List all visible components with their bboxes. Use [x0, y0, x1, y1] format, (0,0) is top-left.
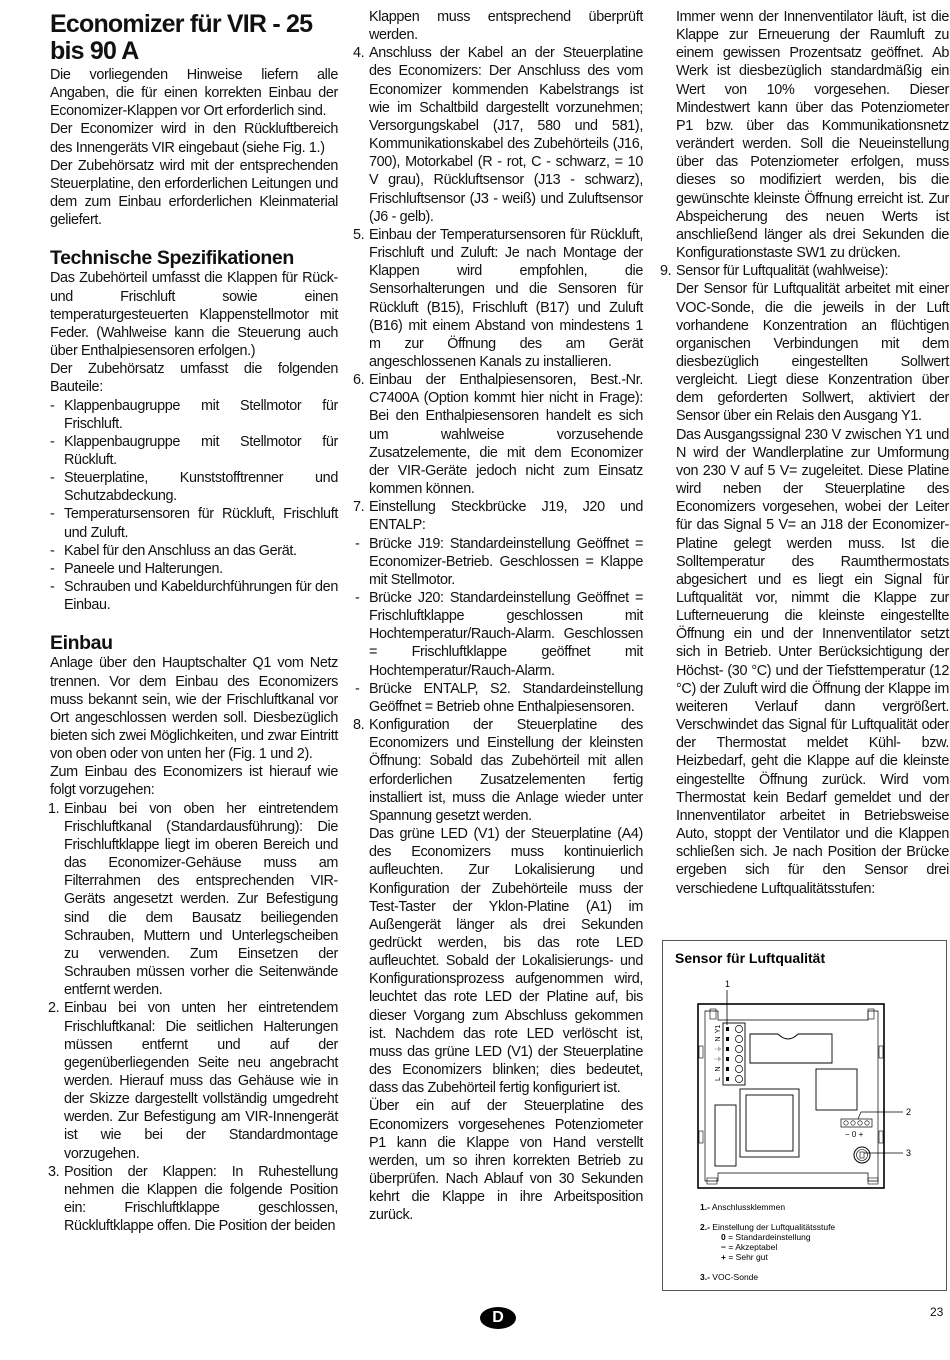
jumper-block [841, 1119, 872, 1127]
sensor-diagram [663, 941, 948, 1292]
jumper-labels: − 0 + [845, 1130, 864, 1139]
terminal-screw-icon [735, 1075, 742, 1082]
numbered-item: 6. Einbau der Enthalpiesensoren, Best.-Nr. C7400A (Option kommt hier nicht in Frage): Bei den Enthalpiesensoren handelt es sich um wahlweise vorzusehende Zusatzelemente, die mit dem Economizer der VIR-Geräte jedoch nicht zum Einsatz kommen können. [353, 372, 643, 498]
terminal-pin [726, 1037, 729, 1041]
list-item: - Brücke J20: Standardeinstellung Geöffnet = Frischluftklappe geschlossen mit Hochtemperatur/Rauch-Alarm. Geschlossen = Frischluftklappe geöffnet mit Hochtemperatur/Rauch-Alarm. [355, 590, 643, 679]
section-heading: Technische Spezifikationen [50, 247, 294, 270]
paragraph: Zum Einbau des Economizers ist hierauf wie folgt vorzugehen: [50, 764, 338, 799]
paragraph: Klappen muss entsprechend überprüft werden. [369, 9, 643, 44]
numbered-item: 5. Einbau der Temperatursensoren für Rückluft, Frischluft und Zuluft: Je nach Montage der Klappen wird empfohlen, die Sensorhalterungen und die Sensoren für Rückluft (B15), Frischluft (B17) und Zuluft (B16) mit einem Abstand von mindestens 1 m zur Öffnung des am Gerät angeschlossenen Kanals zu installieren. [353, 226, 643, 370]
terminal-pin [726, 1067, 729, 1071]
numbered-item: 9. Sensor für Luftqualität (wahlweise): [660, 263, 889, 280]
legend-2: Einstellung der Luftqualitätsstufe [712, 1222, 836, 1232]
terminal-block [723, 1023, 745, 1085]
paragraph: Anlage über den Hauptschalter Q1 vom Netz trennen. Vor dem Einbau des Economizers muss bekannt sein, wie der Frischluftkanal vor Ort angeschlossen werden soll. Diesbezüglich bieten sich zwei Möglichkeiten, und zwar Eintritt von oben oder von unten her (Fig. 1 und 2). [50, 655, 338, 763]
terminal-pin [726, 1057, 729, 1061]
list-item: - Brücke ENTALP, S2. Standardeinstellung Geöffnet = Betrieb ohne Enthalpiesensoren. [355, 680, 643, 715]
terminal-pin [726, 1027, 729, 1031]
callout-2: 2 [906, 1107, 912, 1117]
svg-text:− = Akzeptabel: − = Akzeptabel [721, 1242, 778, 1252]
list-item: - Temperatursensoren für Rückluft, Frischluft und Zuluft. [50, 506, 338, 541]
svg-text:1.- Anschlussklemmen: 1.- Anschlussklemmen [700, 1202, 786, 1212]
column-3 [662, 8, 949, 898]
numbered-item: 3. Position der Klappen: In Ruhestellung nehmen die Klappen die folgende Position ein: Frischluftklappe geschlossen, Rückluftklappe offen. Die Position der beiden [48, 1163, 338, 1235]
page-number: 23 [930, 1305, 944, 1319]
numbered-item: 4. Anschluss der Kabel an der Steuerplatine des Economizers: Der Anschluss des vom Economizer kommenden Kabelstrangs ist wie im Schaltbild dargestellt vorzunehmen; Versorgungskabel (J17, 580 und 581), Kommunikationskabel des Zubehörteils (J16, 700), Motorkabel (R - rot, C - schwarz, = 10 V grau), Rückluftsensor (J13 - schwarz), Frischluftsensor (J3 - weiß) und Zuluftsensor (J6 - gelb). [353, 45, 643, 225]
terminal-label: ⏚ [715, 1055, 722, 1063]
terminal-screw-icon [735, 1065, 742, 1072]
list-item: - Steuerplatine, Kunststofftrenner und Schutzabdeckung. [50, 470, 338, 505]
numbered-item: 1. Einbau bei von oben her eintretendem Frischluftkanal (Standardausführung): Die Frischluftklappe liegt im oberen Bereich und das Economizer-Gehäuse muss am Filterrahmen des entsprechenden VIR-Geräts angesetzt werden. Zur Befestigung sind die dem Bausatz beiliegenden Schrauben, Muttern und Unterlegscheiben zu verwenden. Zum Einsetzen der Schrauben müssen vorher die Seitenwände entfernt werden. [48, 800, 338, 999]
terminal-label: N [715, 1036, 722, 1042]
svg-text:3.- VOC-Sonde: 3.- VOC-Sonde [700, 1272, 759, 1282]
callout-1: 1 [725, 979, 731, 989]
paragraph: Die vorliegenden Hinweise liefern alle Angaben, die für einen korrekten Einbau der Economizer-Klappen vor Ort erforderlich sind. [50, 67, 338, 120]
list-item: - Schrauben und Kabeldurchführungen für den Einbau. [50, 579, 338, 614]
legend-3: VOC-Sonde [712, 1272, 759, 1282]
legend-1: Anschlussklemmen [711, 1202, 786, 1212]
list-item: - Kabel für den Anschluss an das Gerät. [50, 542, 297, 559]
list-item: - Brücke J19: Standardeinstellung Geöffnet = Economizer-Betrieb. Geschlossen = Klappe mit Stellmotor. [355, 535, 643, 588]
numbered-item: 7. Einstellung Steckbrücke J19, J20 und ENTALP: [353, 499, 643, 534]
terminal-pin [726, 1047, 729, 1051]
terminal-screw-icon [735, 1035, 742, 1042]
terminal-pin [726, 1077, 729, 1081]
column-1 [50, 8, 338, 1235]
terminal-label: N [715, 1066, 722, 1072]
paragraph: Das Ausgangssignal 230 V zwischen Y1 und N wird der Wandlerplatine zur Umformung von 230 V auf 5 V= zugeleitet. Diese Platine wird neben der Steuerplatine des Economizers vorgesehen, wobei der Leiter für das Signal 5 V= an J18 der Economizer-Platine gelegt werden muss. Ist die Solltemperatur des Raumthermostats abgesichert und es liegt ein Signal für Luftqualität vor, nimmt die Klappe zur Lufterneuerung die kleinste eingestellte Öffnung ein und der Innenventilator setzt sich in Betrieb. Unter Berücksichtigung der Höchst- (30 °C) und der Tiefsttemperatur (12 °C) der Zuluft wird die Öffnung der Klappe im weiteren Verlauf dann vergrößert. Verschwindet das Signal für Luftqualität oder der Thermostat meldet Kühl- bzw. Heizbedarf, geht die Klappe auf die kleinste eingestellte Öffnung zurück. Wird vom Thermostat kein Bedarf gemeldet und der Innenventilator arbeitet in Betriebsweise Auto, stoppt der Ventilator und die Klappen schließen sich. Je nach Position der Brücke ergeben sich für den Sensor drei verschiedene Luftqualitätsstufen: [676, 426, 949, 897]
svg-text:0 = Standardeinstellung: 0 = Standardeinstellung [721, 1232, 811, 1242]
callout-3: 3 [906, 1148, 912, 1158]
terminal-screw-icon [735, 1025, 742, 1032]
sensor-figure [662, 940, 947, 1291]
numbered-item: 2. Einbau bei von unten her eintretendem Frischluftkanal: Die seitlichen Halterungen müssen entfernt und auf der gegenüberliegenden Seite neu angebracht werden. Hierauf muss das Gehäuse wie in der Skizze dargestellt vollständig umgedreht werden. Zur Befestigung am VIR-Innengerät ist wie bei der Standardmontage vorzugehen. [48, 1000, 338, 1162]
list-item: - Paneele und Halterungen. [50, 560, 223, 577]
paragraph: Der Sensor für Luftqualität arbeitet mit einer VOC-Sonde, die die jeweils in der Luft vorhandene Konzentration an flüchtigen organischen Verbindungen mit dem diesbezüglich eingestellten Sollwert vergleicht. Liegt diese Konzentration über dem geforderten Sollwert, aktiviert der Sensor über ein Relais den Ausgang Y1. [676, 281, 949, 425]
svg-text:2.- Einstellung der Luftqualit: 2.- Einstellung der Luftqualitätsstufe [700, 1222, 836, 1232]
paragraph: Der Zubehörsatz umfasst die folgenden Bauteile: [50, 361, 338, 396]
language-badge: D [480, 1307, 516, 1329]
list-item: - Klappenbaugruppe mit Stellmotor für Rückluft. [50, 433, 338, 468]
paragraph: Das grüne LED (V1) der Steuerplatine (A4) des Economizers muss kontinuierlich aufleuchten. Zur Lokalisierung und Konfiguration der Zubehörteile muss der Test-Taster der Yklon-Platine (A1) im Außengerät länger als drei Sekunden gedrückt werden, bis das rote LED aufleuchtet. Sobald der Lokalisierungs- und Konfigurationsprozess aufgenommen wird, leuchtet das rote LED der Platine auf, bis dieser Vorgang zum Abschluss gekommen ist. Nachdem das rote LED verlöscht ist, muss das grüne LED (V1) der Steuerplatine des Economizers blinken; dies bedeutet, dass das Zubehörteil fertig konfiguriert ist. [369, 826, 643, 1097]
list-item: - Klappenbaugruppe mit Stellmotor für Frischluft. [50, 397, 338, 432]
page-title: Economizer für VIR - 25 bis 90 A [50, 10, 313, 65]
paragraph: Das Zubehörteil umfasst die Klappen für Rück- und Frischluft sowie einen temperaturgesteuerten Klappenstellmotor mit Feder. (Wahlweise kann die Steuerung auch über Enthalpiesensoren erfolgen.) [50, 270, 338, 360]
terminal-screw-icon [735, 1055, 742, 1062]
paragraph: Über ein auf der Steuerplatine des Economizers vorgesehenes Potenziometer P1 kann die Klappe von Hand verstellt werden, um so ihren korrekten Betrieb zu überprüfen. Nach Ablauf von 30 Sekunden kehrt die Klappe in ihre Arbeitsposition zurück. [369, 1098, 643, 1224]
svg-text:+ = Sehr gut: + = Sehr gut [721, 1252, 768, 1262]
terminal-label: ⏚ [715, 1045, 722, 1053]
section-heading: Einbau [50, 632, 113, 655]
numbered-item: 8. Konfiguration der Steuerplatine des Economizers und Einstellung der kleinsten Öffnung: Sobald das Zubehörteil mit allen erforderlichen Zusatzelementen fertig installiert ist, muss die Anlage wieder unter Spannung gesetzt werden. [353, 717, 643, 824]
paragraph: Immer wenn der Innenventilator läuft, ist die Klappe zur Erneuerung der Raumluft zu einem gewissen Prozentsatz geöffnet. Ab Werk ist diesbezüglich standardmäßig ein Wert von 10% vorgesehen. Dieser Mindestwert kann über das Potenziometer P1 bzw. über das Kommunikationsnetz verändert werden. Soll die Neueinstellung über das Potenziometer erfolgen, muss dieses so modifiziert werden, bis die gewünschte kleinste Öffnung erreicht ist. Zur Abspeicherung des neuen Werts ist anschließend länger als drei Sekunden die Konfigurationstaste SW1 zu drücken. [676, 9, 949, 262]
column-2 [355, 8, 643, 1224]
terminal-label: Y1 [715, 1024, 722, 1034]
terminal-screw-icon [735, 1045, 742, 1052]
paragraph: Der Zubehörsatz wird mit der entsprechenden Steuerplatine, den erforderlichen Leitungen und dem zum Einbau erforderlichen Kleinmaterial geliefert. [50, 157, 338, 229]
figure-title: Sensor für Luftqualität [675, 950, 826, 966]
terminal-label: L [715, 1077, 722, 1081]
paragraph: Der Economizer wird in den Rückluftbereich des Innengeräts VIR eingebaut (siehe Fig. 1.) [50, 121, 338, 156]
